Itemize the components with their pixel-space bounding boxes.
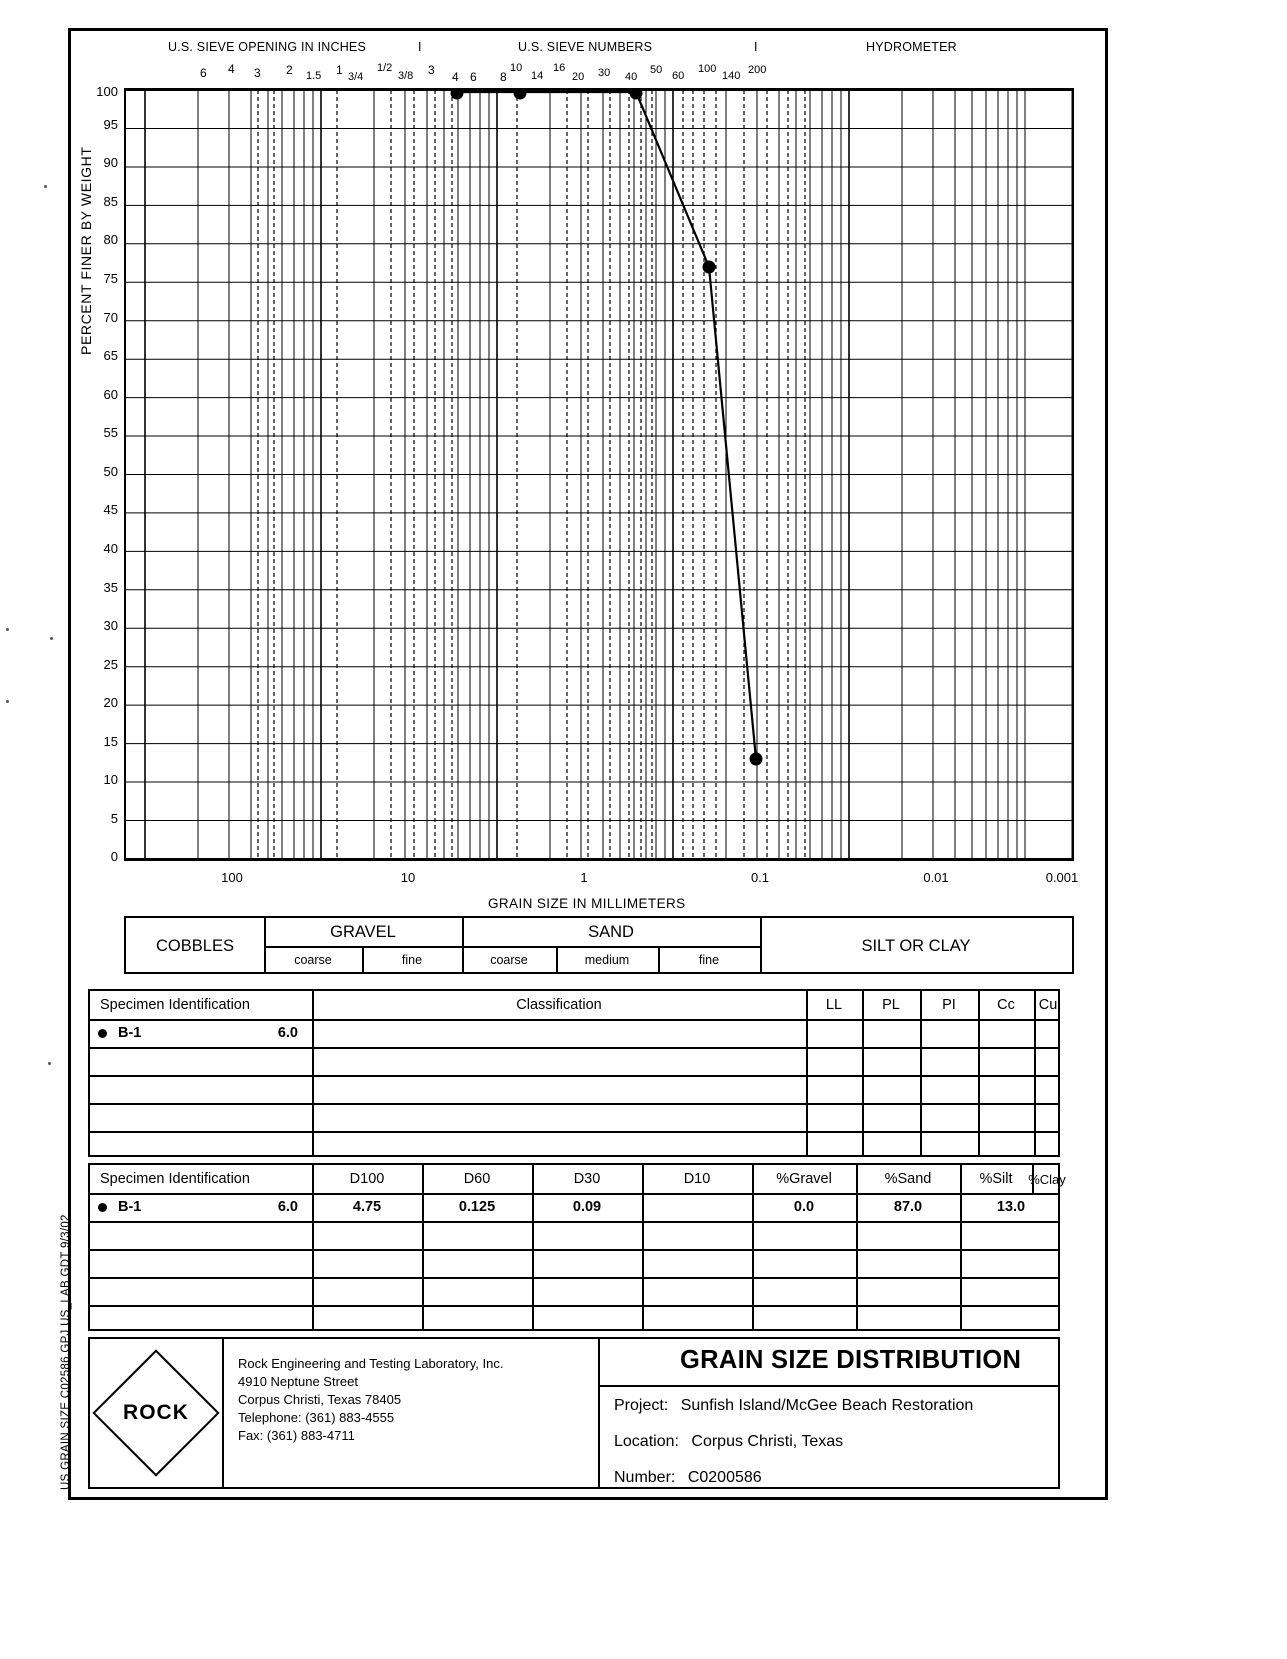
lab-street: 4910 Neptune Street — [238, 1374, 358, 1389]
t1-th-pi: PI — [942, 997, 956, 1013]
t1-row3-rule — [90, 1103, 1058, 1105]
sieve-tick-40: 40 — [625, 71, 638, 83]
grain-size-plot — [124, 88, 1074, 861]
t2-th-specimen: Specimen Identification — [100, 1171, 250, 1187]
number-label: Number: — [614, 1469, 676, 1486]
sieve-tick-6in: 6 — [200, 66, 207, 80]
title-rule — [600, 1385, 1058, 1387]
sieve-tick-half: 1/2 — [377, 62, 393, 74]
sieve-tick-6: 6 — [470, 70, 477, 84]
t2-row1-d100: 4.75 — [352, 1199, 382, 1215]
y-tick-10: 10 — [103, 772, 118, 787]
sieve-tick-8: 8 — [500, 70, 507, 84]
sieve-tick-100: 100 — [698, 63, 717, 75]
sieve-tick-4in: 4 — [228, 62, 235, 76]
t1-th-cc: Cc — [997, 997, 1015, 1013]
sieve-tick-10: 10 — [510, 62, 523, 74]
logo-diamond-icon — [92, 1349, 219, 1476]
rock-logo — [90, 1339, 224, 1487]
location-row — [614, 1433, 843, 1451]
t2-row1-siltclay: 13.0 — [996, 1199, 1026, 1215]
sieve-tick-4: 4 — [452, 70, 459, 84]
location-label: Location: — [614, 1433, 679, 1450]
t2-row1-d60: 0.125 — [458, 1199, 496, 1215]
t1-th-pl: PL — [882, 997, 900, 1013]
y-tick-85: 85 — [103, 194, 118, 209]
band-gravel-coarse: coarse — [294, 953, 332, 967]
lab-telephone: Telephone: (361) 883-4555 — [238, 1410, 395, 1425]
band-sand-medium: medium — [584, 953, 630, 967]
lab-fax: Fax: (361) 883-4711 — [238, 1428, 355, 1443]
t1-row-marker — [98, 1029, 107, 1038]
t2-row1-d10 — [642, 1193, 752, 1221]
t2-row1-rule — [90, 1221, 1058, 1223]
lab-company: Rock Engineering and Testing Laboratory, Inc. — [238, 1356, 504, 1371]
t2-th-gravel: %Gravel — [776, 1171, 832, 1187]
band-gravel: GRAVEL — [330, 922, 396, 941]
number-value: C0200586 — [687, 1469, 762, 1486]
t2-th-silt: %Silt — [979, 1171, 1013, 1187]
y-tick-90: 90 — [103, 155, 118, 170]
gradation-parameters-table — [88, 1163, 1066, 1331]
speckle — [50, 637, 53, 640]
t2-th-clay: %Clay — [1028, 1171, 1066, 1187]
t2-row1-depth: 6.0 — [277, 1199, 298, 1215]
t1-th-ll: LL — [825, 997, 843, 1013]
t1-row1-depth: 6.0 — [277, 1025, 298, 1041]
file-reference-text: US GRAIN SIZE C02586.GPJ US_LAB.GDT 9/3/02 — [60, 1214, 72, 1490]
x-tick-10: 10 — [400, 870, 416, 885]
speckle — [44, 185, 47, 188]
location-value: Corpus Christi, Texas — [691, 1433, 844, 1450]
gradation-curve — [457, 92, 756, 759]
sieve-tick-14: 14 — [531, 70, 544, 82]
x-tick-0.1: 0.1 — [750, 870, 770, 885]
t2-th-sand: %Sand — [884, 1171, 932, 1187]
header-separator-2: I — [754, 40, 758, 54]
y-tick-45: 45 — [103, 502, 118, 517]
sieve-tick-1p5in: 1.5 — [306, 70, 322, 82]
sieve-tick-2in: 2 — [286, 63, 293, 77]
y-tick-25: 25 — [103, 657, 118, 672]
t2-row1-d30: 0.09 — [572, 1199, 602, 1215]
t2-row4-rule — [90, 1305, 1058, 1307]
t2-row1-id: B-1 — [118, 1199, 142, 1215]
y-tick-55: 55 — [103, 425, 118, 440]
t2-th-d100: D100 — [349, 1171, 385, 1187]
soil-classification-band — [124, 916, 1074, 974]
sieve-tick-140: 140 — [722, 70, 741, 82]
y-tick-0: 0 — [110, 849, 118, 864]
classification-table — [88, 989, 1060, 1157]
t1-th-classification: Classification — [516, 997, 602, 1013]
report-title-block — [598, 1339, 1058, 1487]
sieve-tick-30: 30 — [598, 67, 611, 79]
header-sieve-inches: U.S. SIEVE OPENING IN INCHES — [168, 40, 367, 54]
sieve-tick-200: 200 — [748, 64, 767, 76]
project-label: Project: — [614, 1397, 669, 1414]
x-tick-0.01: 0.01 — [923, 870, 949, 885]
t2-row1-gravel: 0.0 — [793, 1199, 815, 1215]
y-tick-95: 95 — [103, 117, 118, 132]
y-tick-35: 35 — [103, 580, 118, 595]
speckle — [6, 700, 9, 703]
t2-th-d60: D60 — [463, 1171, 491, 1187]
sieve-tick-20: 20 — [572, 71, 585, 83]
t1-row1-id: B-1 — [118, 1025, 142, 1041]
sieve-tick-16: 16 — [553, 62, 566, 74]
x-tick-100: 100 — [221, 870, 243, 885]
band-sand-fine: fine — [698, 953, 720, 967]
x-tick-0.001: 0.001 — [1045, 870, 1079, 885]
t1-th-cu: Cu — [1038, 997, 1058, 1013]
header-sieve-numbers: U.S. SIEVE NUMBERS — [518, 40, 653, 54]
sieve-tick-50: 50 — [650, 64, 663, 76]
band-gravel-fine: fine — [401, 953, 423, 967]
logo-text: ROCK — [123, 1401, 189, 1424]
sieve-tick-60: 60 — [672, 70, 685, 82]
y-tick-65: 65 — [103, 348, 118, 363]
report-title: GRAIN SIZE DISTRIBUTION — [680, 1346, 1022, 1374]
speckle — [6, 628, 9, 631]
speckle — [48, 1062, 51, 1065]
t1-th-specimen: Specimen Identification — [100, 997, 250, 1013]
t2-row3-rule — [90, 1277, 1058, 1279]
y-tick-50: 50 — [103, 464, 118, 479]
t2-th-d10: D10 — [683, 1171, 711, 1187]
band-sand-coarse: coarse — [490, 953, 528, 967]
project-value: Sunfish Island/McGee Beach Restoration — [680, 1397, 974, 1414]
t2-th-d30: D30 — [573, 1171, 601, 1187]
report-footer — [88, 1337, 1060, 1489]
sieve-tick-3: 3 — [428, 63, 435, 77]
sieve-tick-3in: 3 — [254, 66, 261, 80]
y-tick-40: 40 — [103, 541, 118, 556]
header-separator-1: I — [418, 40, 422, 54]
t1-row2-rule — [90, 1075, 1058, 1077]
y-tick-70: 70 — [103, 310, 118, 325]
lab-city: Corpus Christi, Texas 78405 — [238, 1392, 402, 1407]
x-axis-label: GRAIN SIZE IN MILLIMETERS — [488, 896, 686, 911]
y-tick-75: 75 — [103, 271, 118, 286]
y-tick-30: 30 — [103, 618, 118, 633]
y-tick-80: 80 — [103, 232, 118, 247]
x-tick-1: 1 — [580, 870, 588, 885]
sieve-tick-3quarter: 3/4 — [348, 71, 364, 83]
t2-row-marker — [98, 1203, 107, 1212]
sieve-tick-1in: 1 — [336, 63, 343, 77]
band-silt-or-clay: SILT OR CLAY — [861, 936, 971, 955]
band-sand: SAND — [588, 922, 634, 941]
band-cobbles: COBBLES — [156, 936, 234, 955]
project-row — [614, 1397, 973, 1415]
header-hydrometer: HYDROMETER — [866, 40, 957, 54]
y-tick-100: 100 — [96, 84, 118, 99]
lab-address-block — [238, 1355, 503, 1445]
y-tick-20: 20 — [103, 695, 118, 710]
y-tick-15: 15 — [103, 734, 118, 749]
plot-svg — [126, 90, 1072, 859]
t1-row1-rule — [90, 1047, 1058, 1049]
y-tick-60: 60 — [103, 387, 118, 402]
number-row — [614, 1469, 762, 1487]
y-axis-label: PERCENT FINER BY WEIGHT — [78, 146, 94, 355]
y-tick-5: 5 — [110, 811, 118, 826]
sieve-tick-3eighth: 3/8 — [398, 70, 414, 82]
t2-row2-rule — [90, 1249, 1058, 1251]
t1-row4-rule — [90, 1131, 1058, 1133]
t2-row1-sand: 87.0 — [893, 1199, 923, 1215]
